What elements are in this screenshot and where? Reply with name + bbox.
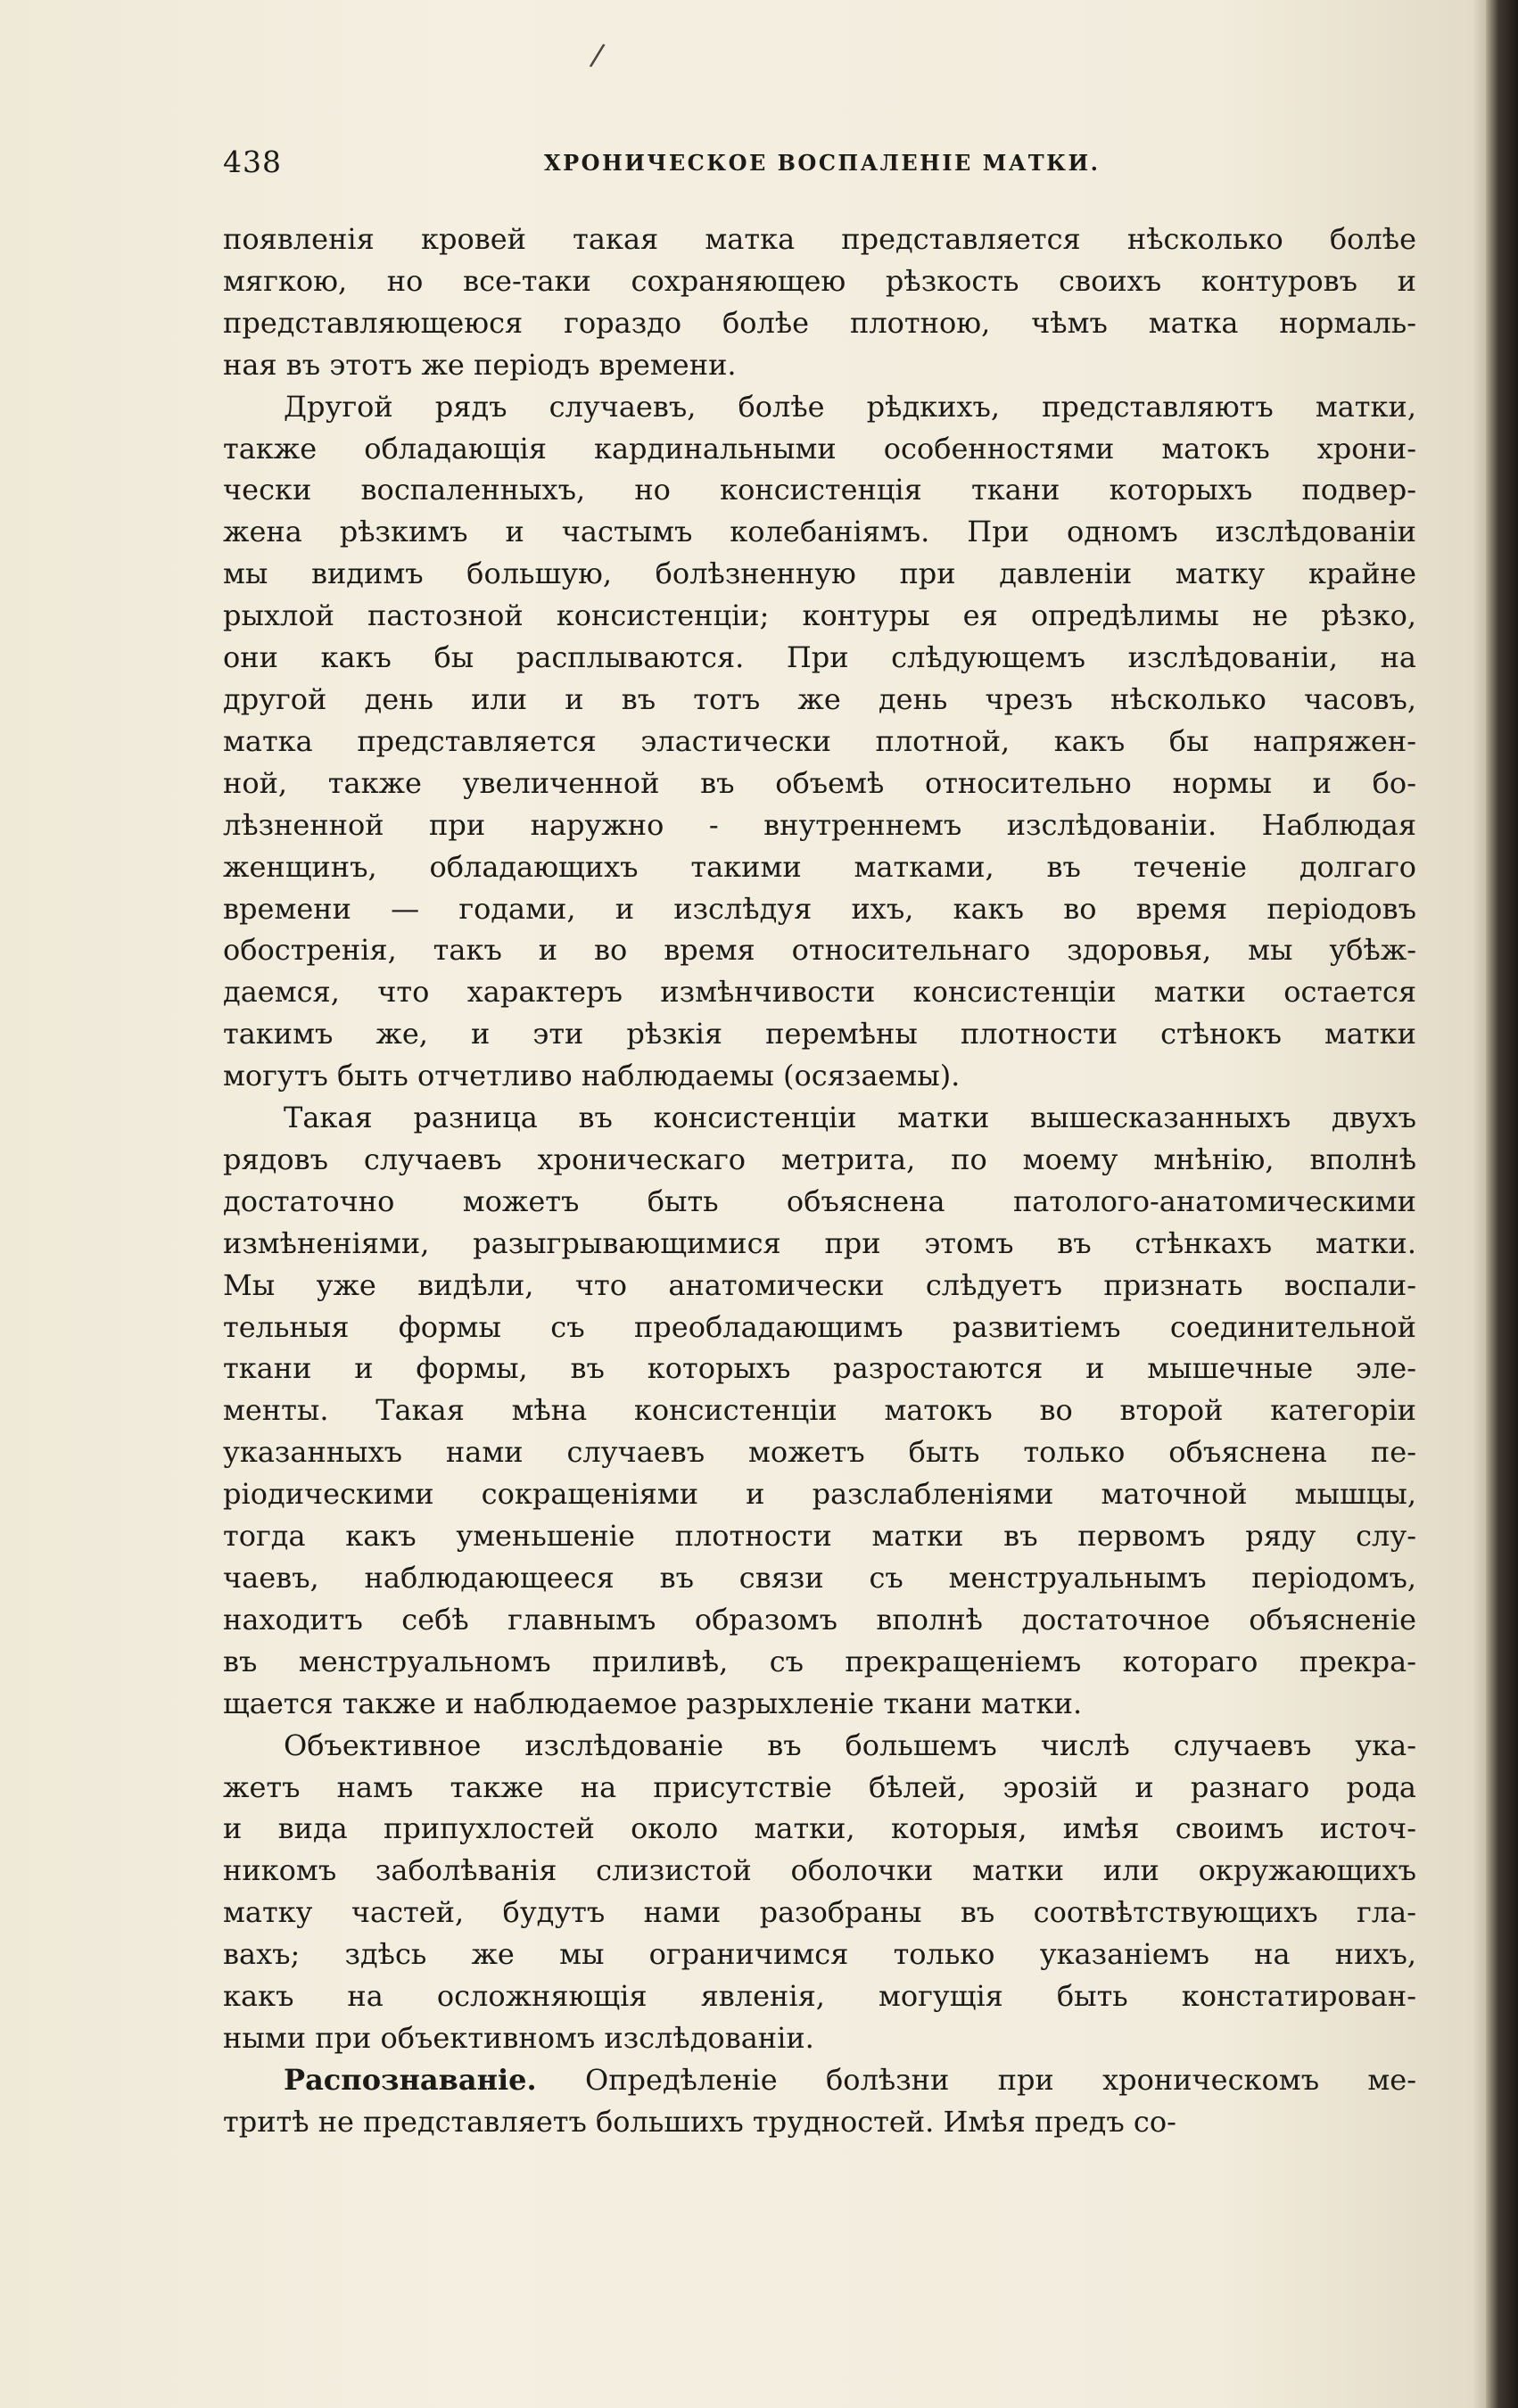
line-text: въ менструальномъ приливѣ, съ прекращеніемъ котораго прекра- (223, 1644, 1416, 1678)
line-text: тельныя формы съ преобладающимъ развитіемъ соединительной (223, 1309, 1416, 1344)
line-text: ткани и формы, въ которыхъ разростаются и мышечные эле- (223, 1351, 1416, 1386)
text-line (223, 260, 1416, 302)
line-text: могутъ быть отчетливо наблюдаемы (осязаемы). (223, 1059, 961, 1093)
text-line (223, 804, 1416, 846)
line-text: достаточно можетъ быть объяснена патолого-анатомическими (223, 1183, 1416, 1218)
line-text: другой день или и въ тотъ же день чрезъ нѣсколько часовъ, (223, 681, 1416, 716)
running-head: ХРОНИЧЕСКОЕ ВОСПАЛЕНІЕ МАТКИ. (544, 150, 1101, 176)
line-text: измѣненіями, разыгрывающимися при этомъ въ стѣнкахъ матки. (223, 1225, 1416, 1260)
line-text: менты. Такая мѣна консистенціи матокъ во второй категоріи (223, 1393, 1416, 1428)
text-line (223, 1473, 1416, 1515)
line-text: мягкою, но все-таки сохраняющею рѣзкость своихъ контуровъ и (223, 263, 1416, 298)
text-line (223, 2059, 1416, 2101)
line-text: и вида припухлостей около матки, которыя, имѣя своимъ источ- (223, 1811, 1416, 1846)
line-text: вахъ; здѣсь же мы ограничимся только указаніемъ на нихъ, (223, 1937, 1416, 1972)
text-line (223, 2101, 1416, 2143)
text-line (223, 1390, 1416, 1431)
text-line (223, 469, 1416, 511)
line-text: ной, также увеличенной въ объемѣ относительно нормы и бо- (223, 765, 1416, 800)
section-heading: Распознаваніе. (284, 2062, 537, 2097)
text-line (223, 1850, 1416, 1892)
line-text: Мы уже видѣли, что анатомически слѣдуетъ признать воспали- (223, 1267, 1416, 1302)
text-line (223, 1013, 1416, 1055)
page-number: 438 (223, 144, 282, 179)
line-text: щается также и наблюдаемое разрыхленіе ткани матки. (223, 1686, 1083, 1720)
text-line (223, 1348, 1416, 1390)
text-line (223, 846, 1416, 888)
text-line (223, 1431, 1416, 1473)
text-line (223, 219, 1416, 260)
text-line (223, 511, 1416, 553)
page-header (223, 144, 1415, 184)
text-line (223, 1139, 1416, 1181)
text-line (223, 1599, 1416, 1641)
line-text: ными при объективномъ изслѣдованіи. (223, 2020, 814, 2055)
text-line (223, 1055, 1416, 1097)
paragraph (223, 1725, 1416, 2059)
text-line (223, 721, 1416, 763)
line-text: никомъ заболѣванія слизистой оболочки матки или окружающихъ (223, 1853, 1416, 1888)
line-text: какъ на осложняющія явленія, могущія быть констатирован- (223, 1979, 1416, 2014)
text-line (223, 344, 1416, 386)
line-text: находитъ себѣ главнымъ образомъ вполнѣ достаточное объясненіе (223, 1602, 1416, 1637)
line-text: представляющеюся гораздо болѣе плотною, чѣмъ матка нормаль- (223, 305, 1416, 340)
paragraph (223, 219, 1416, 386)
line-text: женщинъ, обладающихъ такими матками, въ теченіе долгаго (223, 849, 1416, 884)
paragraph (223, 2059, 1416, 2143)
line-text: Опредѣленіе болѣзни при хроническомъ ме- (536, 2062, 1416, 2097)
line-text: тритѣ не представляетъ большихъ трудностей. Имѣя предъ со- (223, 2104, 1176, 2139)
text-line (223, 1307, 1416, 1348)
text-line (223, 1557, 1416, 1599)
text-line (223, 1767, 1416, 1809)
line-text: указанныхъ нами случаевъ можетъ быть только объяснена пе- (223, 1435, 1416, 1470)
margin-pencil-mark: / (588, 37, 607, 74)
text-line (223, 1515, 1416, 1557)
book-spine-shadow (1486, 0, 1518, 2408)
text-line (223, 763, 1416, 804)
line-text: они какъ бы расплываются. При слѣдующемъ изслѣдованіи, на (223, 640, 1416, 675)
line-text: появленія кровей такая матка представляется нѣсколько болѣе (223, 222, 1416, 256)
text-line (223, 929, 1416, 971)
text-line (223, 679, 1416, 721)
line-text: даемся, что характеръ измѣнчивости консистенціи матки остается (223, 975, 1416, 1010)
text-line (223, 888, 1416, 930)
line-text: обостренія, такъ и во время относительнаго здоровья, мы убѣж- (223, 933, 1416, 968)
text-line (223, 1683, 1416, 1725)
line-text: чески воспаленныхъ, но консистенція ткани которыхъ подвер- (223, 473, 1416, 507)
paragraph (223, 1097, 1416, 1725)
text-line (223, 1223, 1416, 1265)
line-text: такимъ же, и эти рѣзкія перемѣны плотности стѣнокъ матки (223, 1017, 1416, 1051)
text-line (223, 1181, 1416, 1223)
line-text: рядовъ случаевъ хроническаго метрита, по моему мнѣнію, вполнѣ (223, 1142, 1416, 1176)
text-line (223, 1097, 1416, 1139)
line-text: матка представляется эластически плотной, какъ бы напряжен- (223, 723, 1416, 758)
text-line (223, 1934, 1416, 1975)
line-text: матку частей, будутъ нами разобраны въ соотвѣтствующихъ гла- (223, 1895, 1416, 1930)
line-text: также обладающія кардинальными особенностями матокъ хрони- (223, 431, 1416, 466)
line-text: ріодическими сокращеніями и разслабленіями маточной мышцы, (223, 1477, 1416, 1512)
text-line (223, 553, 1416, 595)
line-text: Такая разница въ консистенціи матки вышесказанныхъ двухъ (284, 1101, 1416, 1135)
text-line (223, 1641, 1416, 1683)
line-text: ная въ этотъ же періодъ времени. (223, 347, 737, 382)
line-text: лѣзненной при наружно - внутреннемъ изслѣдованіи. Наблюдая (223, 807, 1416, 842)
text-line (223, 386, 1416, 428)
paragraph (223, 386, 1416, 1097)
line-text: мы видимъ большую, болѣзненную при давленіи матку крайне (223, 557, 1416, 591)
line-text: Другой рядъ случаевъ, болѣе рѣдкихъ, представляютъ матки, (284, 389, 1416, 424)
text-line (223, 637, 1416, 679)
body-text (223, 219, 1416, 2143)
text-line (223, 971, 1416, 1013)
line-text: тогда какъ уменьшеніе плотности матки въ первомъ ряду слу- (223, 1519, 1416, 1554)
text-line (223, 1975, 1416, 2017)
text-line (223, 2017, 1416, 2059)
line-text: жетъ намъ также на присутствіе бѣлей, эрозій и разнаго рода (223, 1769, 1416, 1804)
text-line (223, 428, 1416, 470)
text-line (223, 1808, 1416, 1850)
line-text: рыхлой пастозной консистенціи; контуры ея опредѣлимы не рѣзко, (223, 598, 1416, 633)
line-text: чаевъ, наблюдающееся въ связи съ менструальнымъ періодомъ, (223, 1561, 1416, 1595)
line-text: жена рѣзкимъ и частымъ колебаніямъ. При одномъ изслѣдованіи (223, 515, 1416, 549)
text-line (223, 1265, 1416, 1307)
line-text: времени — годами, и изслѣдуя ихъ, какъ во время періодовъ (223, 891, 1416, 926)
text-line (223, 595, 1416, 637)
text-line (223, 1725, 1416, 1767)
text-line (223, 302, 1416, 344)
line-text: Объективное изслѣдованіе въ большемъ числѣ случаевъ ука- (284, 1728, 1416, 1762)
text-line (223, 1892, 1416, 1934)
